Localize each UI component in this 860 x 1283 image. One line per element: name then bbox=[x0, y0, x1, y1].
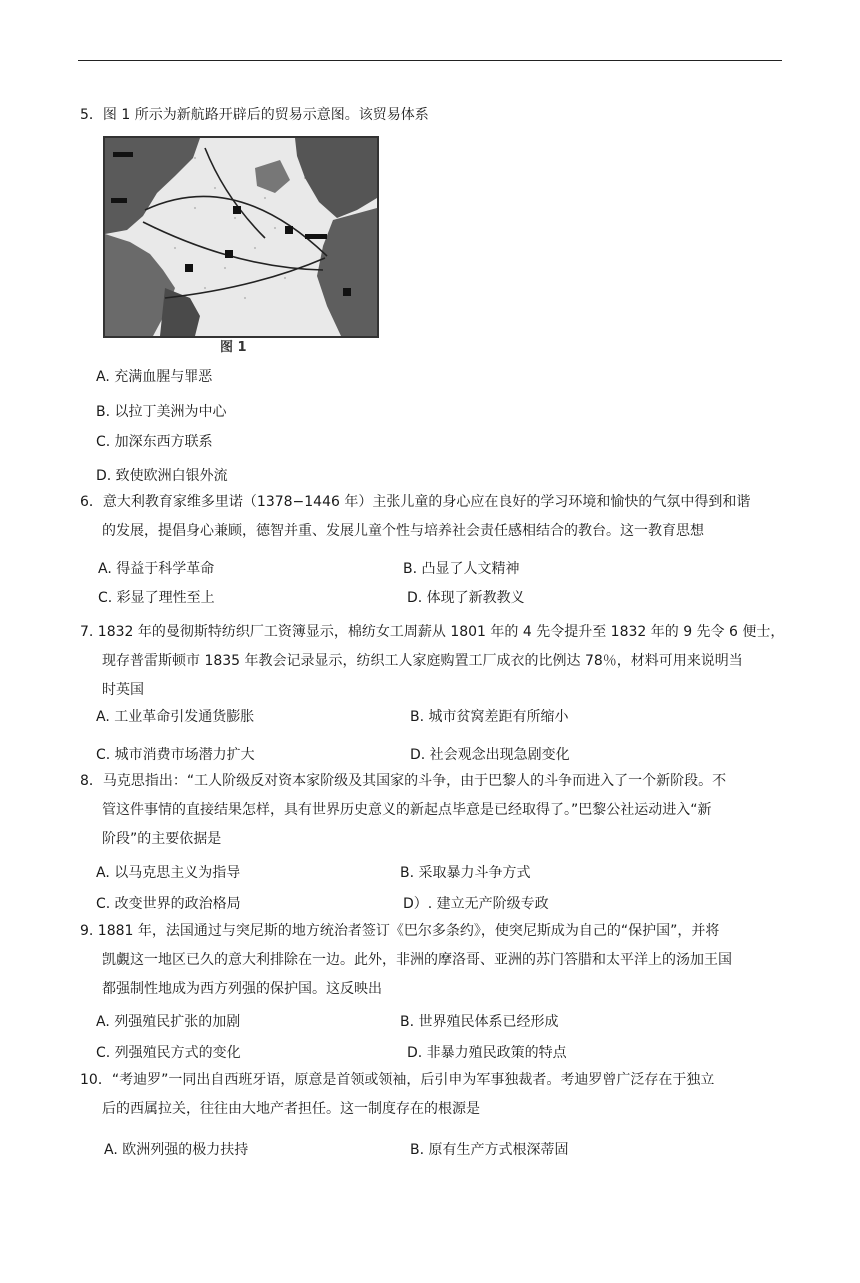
q8-option-a: A. 以马克思主义为指导 bbox=[96, 865, 241, 881]
q8-line-3: 阶段”的主要依据是 bbox=[102, 831, 222, 847]
q9-line-2: 凯覷这一地区已久的意大利排除在一边。此外，非洲的摩洛哥、亚洲的苏门答腊和太平洋上的汤加王国 bbox=[102, 952, 732, 968]
q7-line-1: 7. 1832 年的曼彻斯特纺织厂工资簿显示，棉纺女工周薪从 1801 年的 4 先令提升至 1832 年的 9 先令 6 便士， bbox=[80, 624, 785, 640]
q9-line-3: 都强制性地成为西方列强的保护国。这反映出 bbox=[102, 981, 382, 997]
q9-line-1: 9. 1881 年，法国通过与突尼斯的地方统治者签订《巴尔多条约》，使突尼斯成为自己的“保护国”，并将 bbox=[80, 923, 720, 939]
q5-option-a: A. 充满血腥与罪恶 bbox=[96, 369, 213, 385]
q7-line-3: 时英国 bbox=[102, 682, 144, 698]
q7-line-2: 现存普雷斯顿市 1835 年教会记录显示，纺织工人家庭购置工厂成衣的比例达 78％，材料可用来说明当 bbox=[102, 653, 743, 669]
q7-option-d: D. 社会观念出现急剧变化 bbox=[410, 747, 570, 763]
q7-stem bbox=[80, 618, 785, 705]
trade-map-image bbox=[105, 138, 377, 336]
q5-option-d: D. 致使欧洲白银外流 bbox=[96, 468, 228, 484]
header-rule bbox=[78, 60, 782, 61]
q10-stem bbox=[80, 1066, 780, 1124]
q5-option-c: C. 加深东西方联系 bbox=[96, 434, 213, 450]
q9-stem bbox=[80, 917, 780, 1004]
q8-option-c: C. 改变世界的政治格局 bbox=[96, 896, 241, 912]
q7-option-b: B. 城市贫窝差距有所缩小 bbox=[410, 709, 569, 725]
q6-option-d: D. 体现了新教教义 bbox=[407, 590, 525, 606]
q10-line-2: 后的西属拉关，往往由大地产者担任。这一制度存在的根源是 bbox=[102, 1101, 480, 1117]
q6-stem bbox=[80, 488, 780, 546]
q10-option-b: B. 原有生产方式根深蒂固 bbox=[410, 1142, 569, 1158]
q9-option-b: B. 世界殖民体系已经形成 bbox=[400, 1014, 559, 1030]
q9-option-a: A. 列强殖民扩张的加剧 bbox=[96, 1014, 241, 1030]
q8-option-d: D）. 建立无产阶级专政 bbox=[403, 896, 549, 912]
q9-option-c: C. 列强殖民方式的变化 bbox=[96, 1045, 241, 1061]
trade-map-figure bbox=[103, 136, 379, 338]
q7-option-a: A. 工业革命引发通货膨胀 bbox=[96, 709, 255, 725]
q5-stem: 5．图 1 所示为新航路开辟后的贸易示意图。该贸易体系 bbox=[80, 107, 429, 123]
q8-line-1: 8．马克思指出：“工人阶级反对资本家阶级及其国家的斗争，由于巴黎人的斗争而进入了一个新阶段。不 bbox=[80, 773, 727, 789]
q6-line-1: 6．意大利教育家维多里诺（1378−1446 年）主张儿童的身心应在良好的学习环境和愉快的气氛中得到和谐 bbox=[80, 494, 751, 510]
q6-line-2: 的发展，提倡身心兼顾，德智并重、发展儿童个性与培养社会责任感相结合的教台。这一教育思想 bbox=[102, 523, 704, 539]
q10-option-a: A. 欧洲列强的极力扶持 bbox=[104, 1142, 249, 1158]
q8-line-2: 管这件事情的直接结果怎样，具有世界历史意义的新起点毕意是已经取得了。”巴黎公社运动进入“新 bbox=[102, 802, 712, 818]
q7-option-c: C. 城市消费市场潜力扩大 bbox=[96, 747, 255, 763]
q9-option-d: D. 非暴力殖民政策的特点 bbox=[407, 1045, 567, 1061]
q10-line-1: 10．“考迪罗”一同出自西班牙语，原意是首领或领袖，后引申为军事独裁者。考迪罗曾广泛存在于独立 bbox=[80, 1072, 715, 1088]
figure-caption: 图 1 bbox=[220, 340, 247, 355]
q6-option-c: C. 彩显了理性至上 bbox=[98, 590, 215, 606]
q5-option-b: B. 以拉丁美洲为中心 bbox=[96, 404, 227, 420]
q8-option-b: B. 采取暴力斗争方式 bbox=[400, 865, 531, 881]
q6-option-b: B. 凸显了人文精神 bbox=[403, 561, 520, 577]
q6-option-a: A. 得益于科学革命 bbox=[98, 561, 215, 577]
q8-stem bbox=[80, 767, 780, 854]
